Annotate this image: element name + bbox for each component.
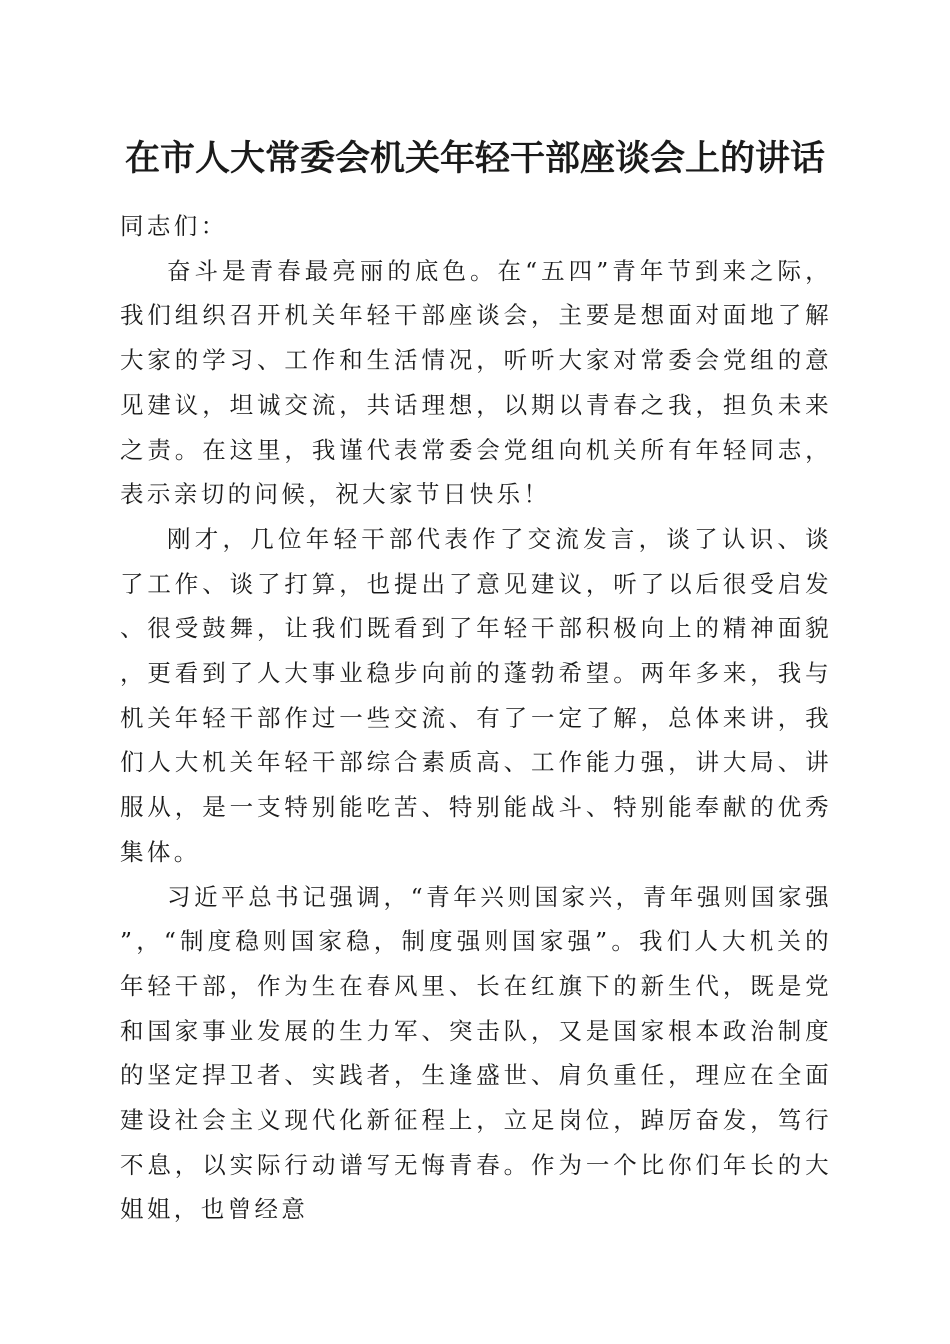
paragraph-2: 刚才，几位年轻干部代表作了交流发言，谈了认识、谈了工作、谈了打算，也提出了意见建议，听了以后很受启发、很受鼓舞，让我们既看到了年轻干部积极向上的精神面貌，更看到了人大事业稳步向前的蓬勃希望。两年多来，我与机关年轻干部作过一些交流、有了一定了解，总体来讲，我们人大机关年轻干部综合素质高、工作能力强，讲大局、讲服从，是一支特别能吃苦、特别能战斗、特别能奉献的优秀集体。 [120, 524, 832, 866]
document-title: 在市人大常委会机关年轻干部座谈会上的讲话 [124, 138, 825, 179]
document-body [120, 204, 832, 1232]
paragraph-1: 奋斗是青春最亮丽的底色。在“五四”青年节到来之际，我们组织召开机关年轻干部座谈会，主要是想面对面地了解大家的学习、工作和生活情况，听听大家对常委会党组的意见建议，坦诚交流，共话理想，以期以青春之我，担负未来之责。在这里，我谨代表常委会党组向机关所有年轻同志，表示亲切的问候，祝大家节日快乐！ [120, 256, 832, 509]
salutation: 同志们： [120, 212, 228, 240]
paragraph-3: 习近平总书记强调，“青年兴则国家兴，青年强则国家强”，“制度稳则国家稳，制度强则国家强”。我们人大机关的年轻干部，作为生在春风里、长在红旗下的新生代，既是党和国家事业发展的生力军、突击队，又是国家根本政治制度的坚定捍卫者、实践者，生逢盛世、肩负重任，理应在全面建设社会主义现代化新征程上，立足岗位，踔厉奋发，笃行不息，以实际行动谱写无悔青春。作为一个比你们年长的大姐姐，也曾经意 [120, 882, 832, 1224]
